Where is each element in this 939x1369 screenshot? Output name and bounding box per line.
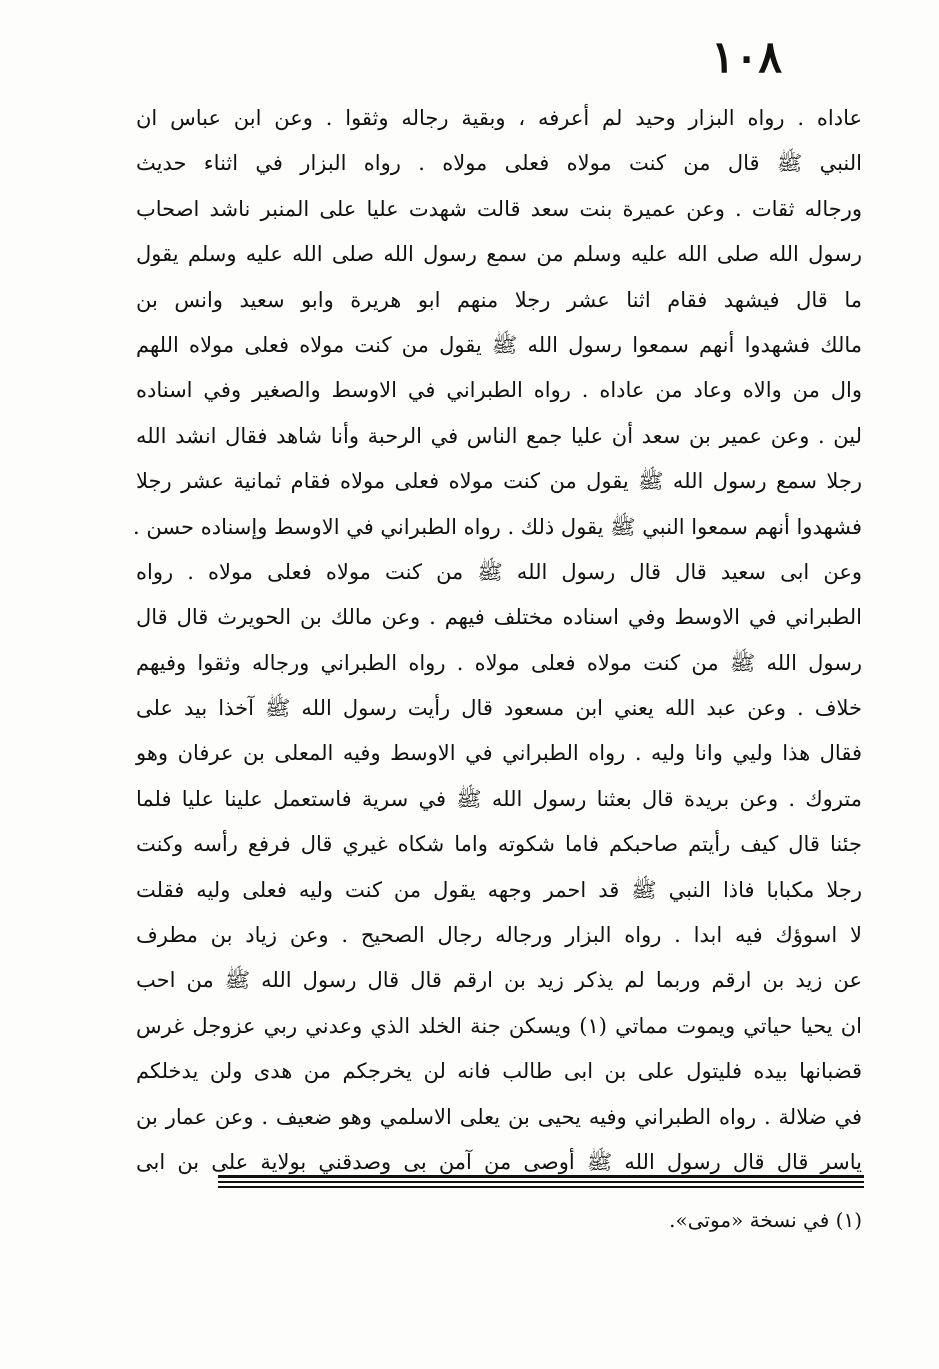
text-line: فشهدوا أنهم سمعوا النبي ﷺ يقول ذلك . رواه الطبراني في الاوسط وإسناده حسن . bbox=[132, 514, 862, 539]
text-line: لين . وعن عمير بن سعد أن عليا جمع الناس في الرحبة وأنا شاهد فقال انشد الله bbox=[136, 423, 862, 448]
text-line: رسول الله صلى الله عليه وسلم من سمع رسول الله صلى الله عليه وسلم يقول bbox=[136, 242, 862, 267]
page-number: ١٠٨ bbox=[711, 32, 782, 83]
text-line: ورجاله ثقات . وعن عميرة بنت سعد قالت شهدت عليا على المنبر ناشد اصحاب bbox=[136, 196, 862, 221]
text-line: وال من والاه وعاد من عاداه . رواه الطبراني في الاوسط والصغير وفي اسناده bbox=[136, 378, 862, 403]
text-line: فقال هذا وليي وانا وليه . رواه الطبراني في الاوسط وفيه المعلى بن عرفان وهو bbox=[136, 741, 862, 766]
text-line: جئنا قال كيف رأيتم صاحبكم فاما شكوته واما شكاه غيري قال فرفع رأسه وكنت bbox=[136, 832, 862, 857]
text-line: عن زيد بن ارقم وربما لم يذكر زيد بن ارقم قال قال رسول الله ﷺ من احب bbox=[136, 968, 862, 993]
text-line: ياسر قال قال رسول الله ﷺ أوصى من آمن بى وصدقني بولاية على بن ابى bbox=[136, 1149, 862, 1174]
text-line: متروك . وعن بريدة قال بعثنا رسول الله ﷺ في سرية فاستعمل علينا عليا فلما bbox=[136, 786, 862, 811]
text-line: النبي ﷺ قال من كنت مولاه فعلى مولاه . رواه البزار في اثناء حديث bbox=[136, 151, 862, 176]
text-underline bbox=[218, 1175, 864, 1178]
text-line: ان يحيا حياتي ويموت مماتي (١) ويسكن جنة الخلد الذي وعدني ربي عزوجل غرس bbox=[136, 1013, 862, 1038]
text-line: الطبراني في الاوسط وفي اسناده مختلف فيهم . وعن مالك بن الحويرث قال قال bbox=[136, 605, 862, 630]
text-line: رجلا سمع رسول الله ﷺ يقول من كنت مولاه فعلى مولاه فقام ثمانية عشر رجلا bbox=[136, 469, 862, 494]
text-line: عاداه . رواه البزار وحيد لم أعرفه ، وبقية رجاله وثقوا . وعن ابن عباس ان bbox=[136, 106, 862, 130]
text-line: لا اسوؤك فيه ابدا . رواه البزار ورجاله رجال الصحيح . وعن زياد بن مطرف bbox=[136, 923, 862, 948]
text-line: قضبانها بيده فليتول على بن ابى طالب فانه لن يخرجكم من هدى ولن يدخلكم bbox=[136, 1059, 862, 1084]
text-line: رجلا مكبابا فاذا النبي ﷺ قد احمر وجهه يقول من كنت وليه فعلى وليه فقلت bbox=[136, 877, 862, 902]
text-line: ما قال فيشهد فقام اثنا عشر رجلا منهم ابو هريرة وابو سعيد وانس بن bbox=[136, 287, 862, 312]
body-text bbox=[132, 96, 862, 1185]
text-line: في ضلالة . رواه الطبراني وفيه يحيى بن يعلى الاسلمي وهو ضعيف . وعن عمار بن bbox=[136, 1104, 862, 1129]
footnote-divider-top bbox=[218, 1181, 864, 1183]
text-line: مالك فشهدوا أنهم سمعوا رسول الله ﷺ يقول من كنت مولاه فعلى مولاه اللهم bbox=[136, 332, 862, 357]
text-line: رسول الله ﷺ من كنت مولاه فعلى مولاه . رواه الطبراني ورجاله وثقوا وفيهم bbox=[136, 650, 862, 675]
footnote-divider-bottom bbox=[218, 1186, 864, 1188]
text-line: خلاف . وعن عبد الله يعني ابن مسعود قال رأيت رسول الله ﷺ آخذا بيد على bbox=[136, 696, 862, 721]
footnote: (١) في نسخة «موتى». bbox=[669, 1208, 862, 1232]
text-line: وعن ابى سعيد قال قال رسول الله ﷺ من كنت مولاه فعلى مولاه . رواه bbox=[136, 559, 862, 584]
